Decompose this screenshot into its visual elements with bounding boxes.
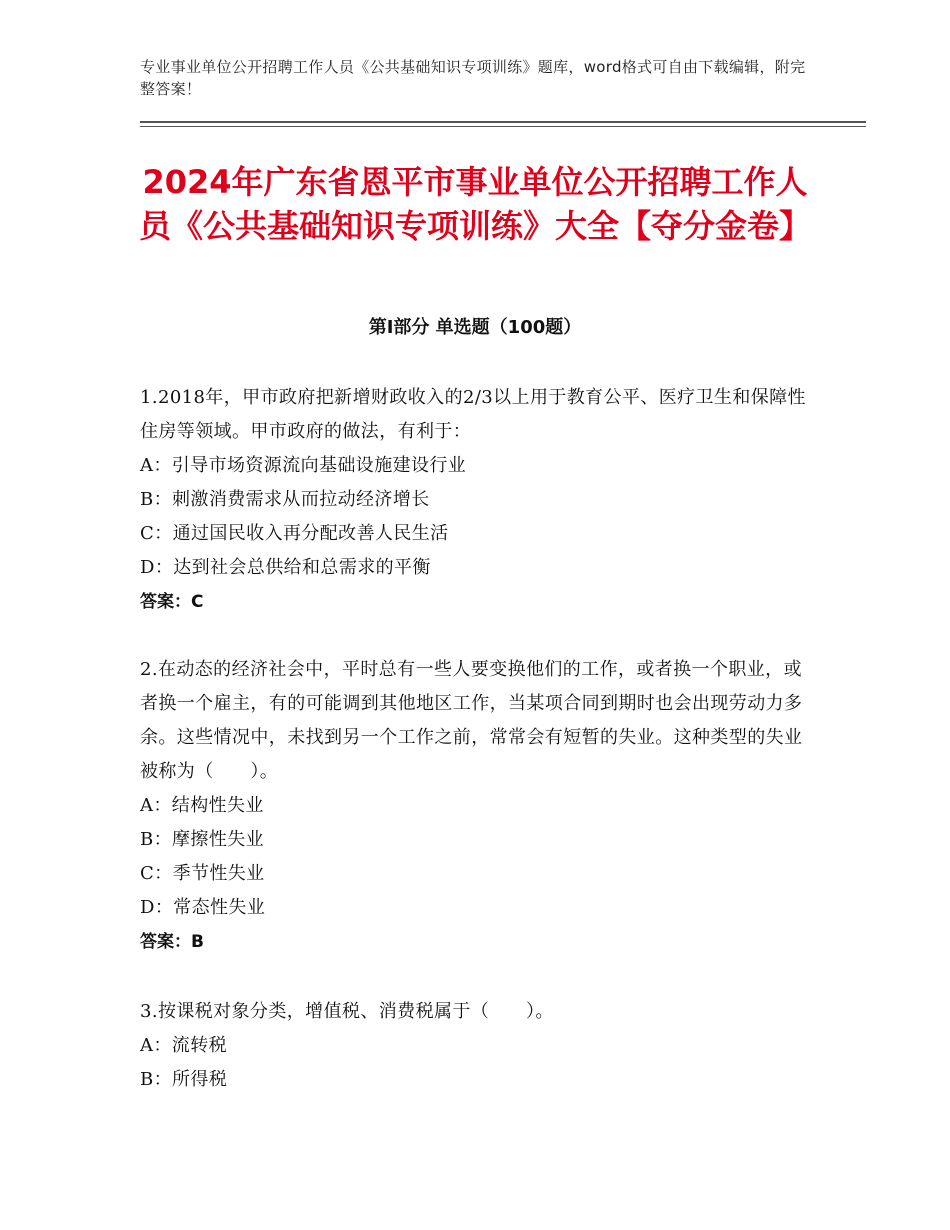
option-d: D：常态性失业: [140, 897, 266, 918]
option-c: C：通过国民收入再分配改善人民生活: [140, 523, 449, 544]
question-block: [140, 653, 820, 959]
question-block: [140, 995, 820, 1097]
question-stem: 3.按课税对象分类，增值税、消费税属于（ ）。: [140, 1001, 554, 1022]
option-a: A：流转税: [140, 1035, 227, 1056]
option-a: A：结构性失业: [140, 795, 264, 816]
option-b: B：所得税: [140, 1069, 228, 1090]
option-b: B：刺激消费需求从而拉动经济增长: [140, 489, 430, 510]
answer-line: 答案：C: [140, 592, 204, 612]
option-d: D：达到社会总供给和总需求的平衡: [140, 557, 431, 578]
header-divider-thick: [140, 121, 866, 123]
header-note: 专业事业单位公开招聘工作人员《公共基础知识专项训练》题库，word格式可自由下载编辑，附完整答案！: [140, 58, 806, 98]
header-divider-thin: [140, 126, 866, 127]
answer-line: 答案：B: [140, 932, 204, 952]
option-b: B：摩擦性失业: [140, 829, 265, 850]
question-block: [140, 381, 820, 619]
option-c: C：季节性失业: [140, 863, 265, 884]
section-title: 第Ⅰ部分 单选题（100题）: [368, 317, 582, 338]
document-title: 2024年广东省恩平市事业单位公开招聘工作人员《公共基础知识专项训练》大全【夺分金卷】: [138, 163, 811, 245]
option-a: A：引导市场资源流向基础设施建设行业: [140, 455, 467, 476]
question-stem: 2.在动态的经济社会中，平时总有一些人要变换他们的工作，或者换一个职业，或者换一个雇主，有的可能调到其他地区工作，当某项合同到期时也会出现劳动力多余。这些情况中，未找到另一个工作之前，常常会有短暂的失业。这种类型的失业被称为（ ）。: [140, 659, 803, 782]
question-stem: 1.2018年，甲市政府把新增财政收入的2/3以上用于教育公平、医疗卫生和保障性住房等领域。甲市政府的做法，有利于：: [140, 387, 806, 442]
